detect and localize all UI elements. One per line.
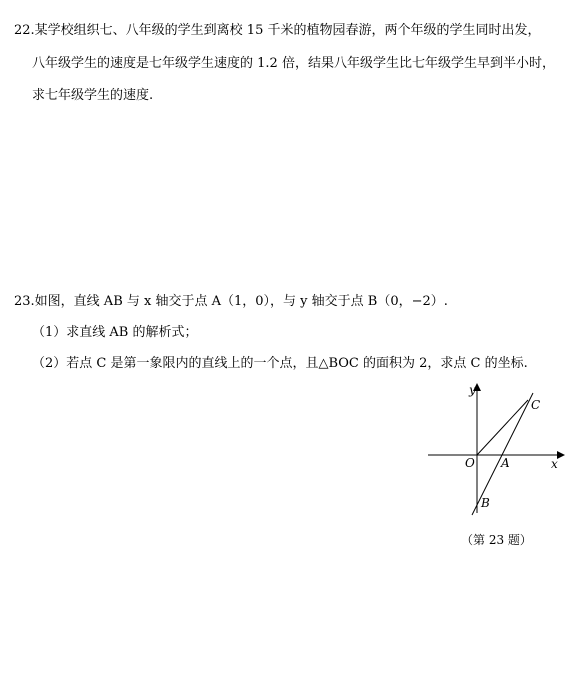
x-axis-label: x xyxy=(551,457,558,471)
y-axis-label: y xyxy=(469,383,476,397)
figure-caption: （第 23 题） xyxy=(461,533,532,547)
q22-line-2: 八年级学生的速度是七年级学生速度的 1.2 倍，结果八年级学生比七年级学生早到半小时， xyxy=(32,56,555,71)
point-b-label: B xyxy=(481,496,490,510)
coordinate-figure xyxy=(425,380,570,520)
point-c-label: C xyxy=(531,398,541,412)
q23-part-1: （1）求直线 AB 的解析式； xyxy=(32,325,198,340)
q23-line-1: 23.如图，直线 AB 与 x 轴交于点 A（1，0），与 y 轴交于点 B（0，−2）. xyxy=(14,294,448,309)
point-a-label: A xyxy=(501,456,510,470)
q22-line-1: 22.某学校组织七、八年级的学生到离校 15 千米的植物园春游，两个年级的学生同时出发， xyxy=(14,23,541,38)
origin-label: O xyxy=(465,456,475,470)
q22-line-3: 求七年级学生的速度. xyxy=(32,88,154,103)
segment-oc xyxy=(477,400,528,455)
q23-part-2: （2）若点 C 是第一象限内的直线上的一个点，且△BOC 的面积为 2，求点 C 的坐标. xyxy=(32,356,528,371)
